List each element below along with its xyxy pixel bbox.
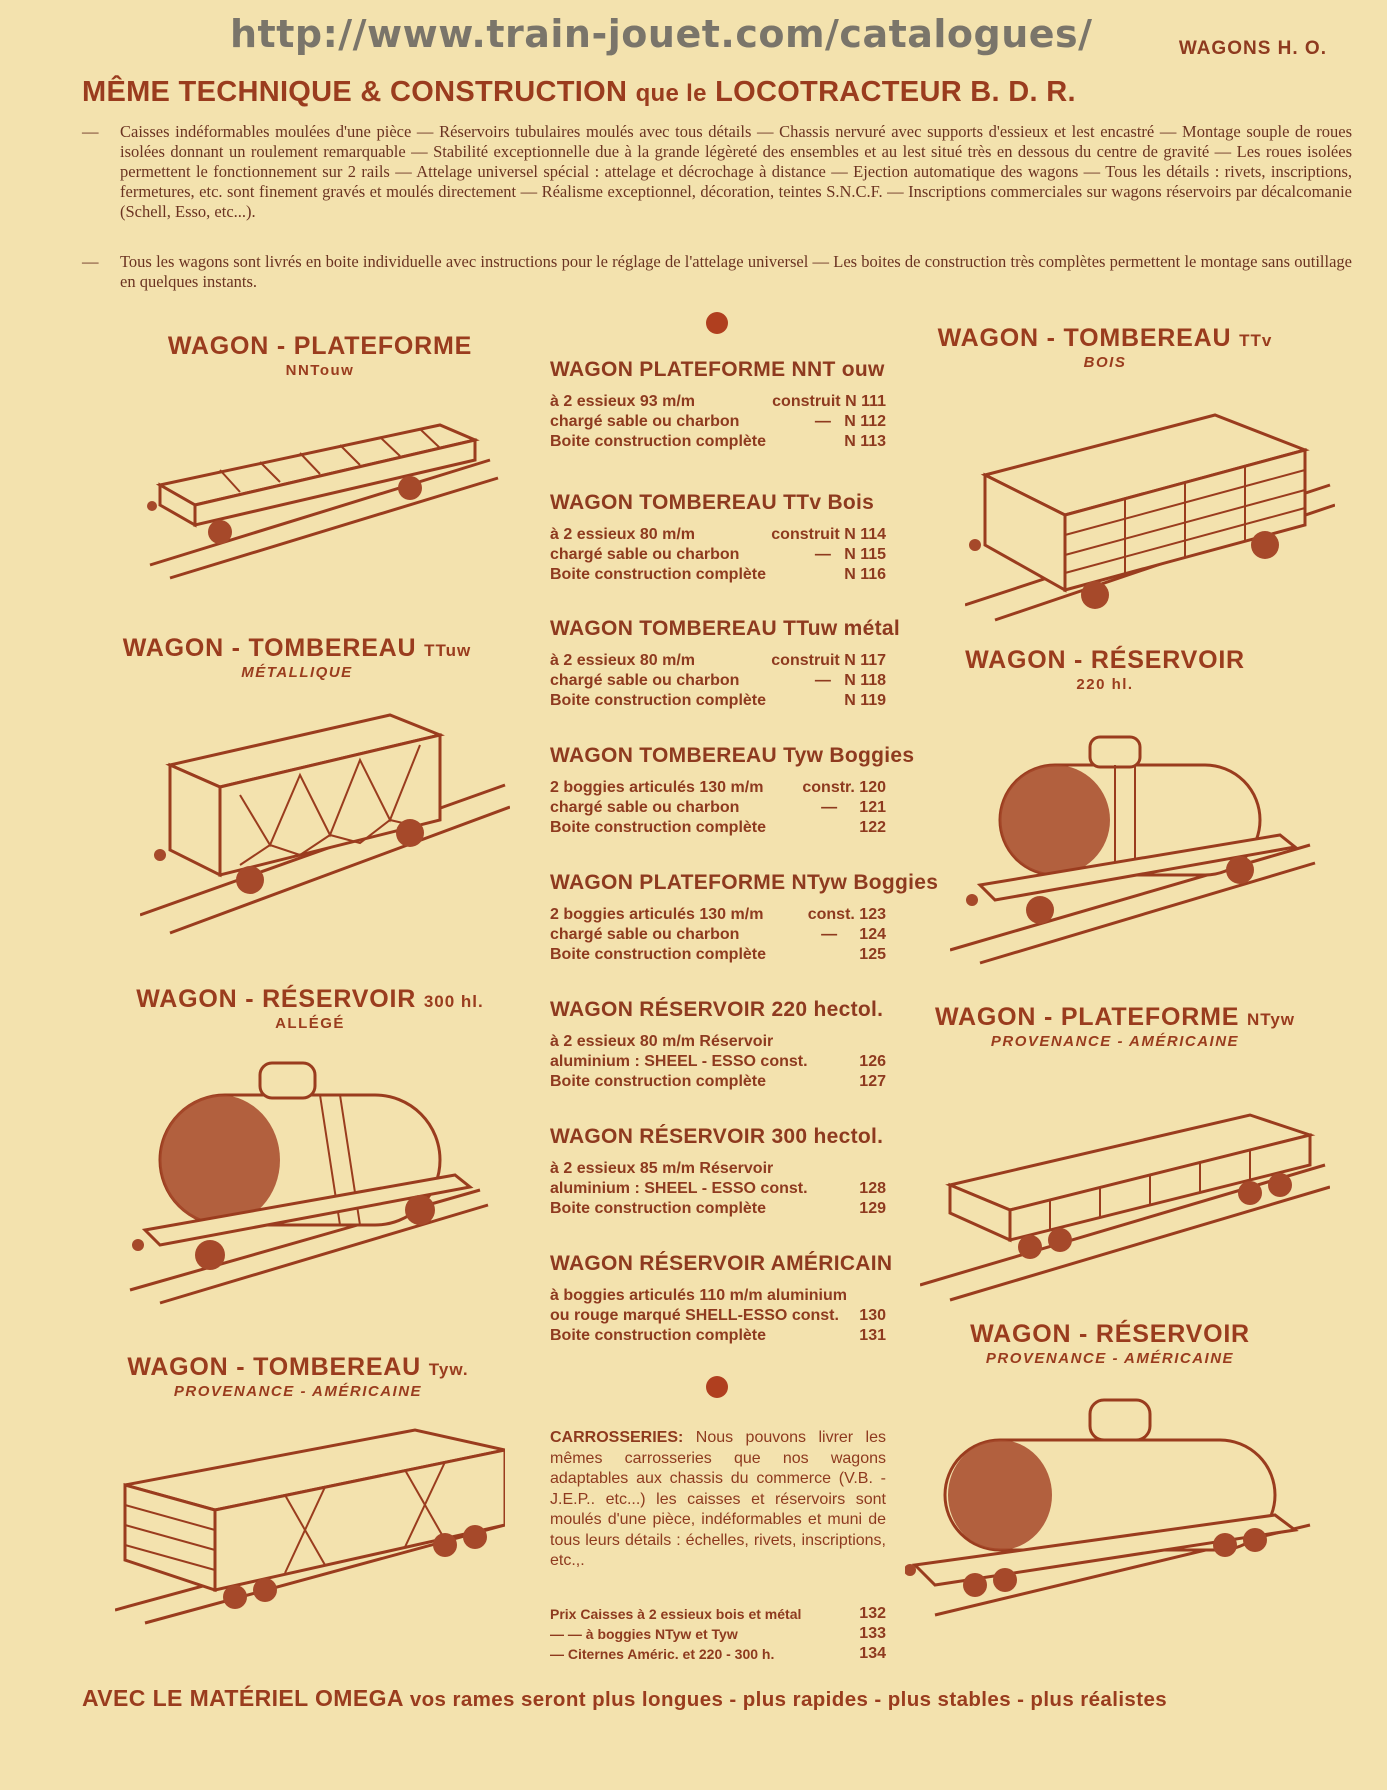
row-desc: aluminium : SHEEL - ESSO <box>550 1053 756 1070</box>
row-ref: N 113 <box>844 433 886 450</box>
flat-wagon-illustration <box>140 400 500 580</box>
row-desc: Boite construction complète <box>550 1073 767 1090</box>
row-ref: 122 <box>859 819 886 836</box>
row-ref: N 116 <box>844 566 886 583</box>
row-desc: à 2 essieux 80 m/m <box>550 652 695 669</box>
row-label: const. <box>807 906 855 923</box>
catalog-block-reservoir-300 <box>550 1125 886 1219</box>
row-label: const. <box>760 1180 808 1197</box>
footer-part2: vos rames seront plus longues - plus rapides - plus stables - plus réalistes <box>409 1688 1168 1711</box>
row-label: construit <box>772 393 841 410</box>
metal-tipper-wagon-illustration <box>140 705 510 935</box>
catalog-block-tombereau-tyw <box>550 744 915 838</box>
intro-paragraph-2 <box>82 252 1352 292</box>
caption-tombereau-ttv <box>900 324 1310 371</box>
caption-title: WAGON - RÉSERVOIR <box>965 646 1245 674</box>
headline-part3: LOCOTRACTEUR B. D. R. <box>715 76 1076 108</box>
footer-part1: AVEC LE MATÉRIEL OMEGA <box>82 1685 404 1711</box>
tank-wagon-220-illustration <box>950 735 1320 965</box>
wooden-tipper-wagon-illustration <box>965 395 1335 625</box>
caption-title: WAGON - PLATEFORME <box>167 332 473 360</box>
caption-plateforme-nnt <box>150 332 490 379</box>
row-desc: à 2 essieux 85 m/m Réservoir <box>550 1160 774 1177</box>
row-label: constr. <box>802 779 855 796</box>
price-row <box>550 1604 886 1624</box>
caption-sub: 220 hl. <box>1076 676 1134 693</box>
caption-suffix: TTv <box>1239 331 1273 350</box>
catalog-title: WAGON TOMBEREAU TTv Bois <box>550 491 875 514</box>
tipper-wagon-tyw-illustration <box>115 1425 505 1625</box>
caption-suffix: 300 hl. <box>423 992 484 1011</box>
row-ref: 131 <box>859 1327 886 1344</box>
catalog-block-plateforme-ntyw <box>550 871 939 965</box>
row-label: — <box>814 672 831 689</box>
row-ref: N 114 <box>844 526 886 543</box>
row-desc: Boite construction complète <box>550 1200 767 1217</box>
catalog-block-tombereau-ttuw <box>550 617 901 711</box>
caption-reservoir-220 <box>925 646 1285 693</box>
row-label: — <box>821 926 838 943</box>
row-desc: chargé sable ou charbon <box>550 546 740 563</box>
headline <box>82 76 1076 109</box>
row-desc: 2 boggies articulés 130 m/m <box>550 779 764 796</box>
price-ref: 134 <box>859 1645 886 1662</box>
caption-sub: PROVENANCE - AMÉRICAINE <box>173 1383 423 1400</box>
row-desc: Boite construction complète <box>550 1327 767 1344</box>
price-ref: 132 <box>859 1605 886 1622</box>
row-ref: 128 <box>859 1180 886 1197</box>
row-desc: Boite construction complète <box>550 946 767 963</box>
catalog-block-reservoir-220 <box>550 998 886 1092</box>
row-ref: 126 <box>859 1053 886 1070</box>
intro-dash: — <box>82 122 99 141</box>
catalog-title: WAGON PLATEFORME NTyw Boggies <box>550 871 939 894</box>
row-label: — <box>814 546 831 563</box>
row-desc: chargé sable ou charbon <box>550 413 740 430</box>
caption-tombereau-ttuw <box>82 634 512 681</box>
caption-sub: PROVENANCE - AMÉRICAINE <box>985 1350 1235 1367</box>
caption-title: WAGON - PLATEFORME <box>934 1003 1240 1031</box>
caption-title: WAGON - RÉSERVOIR <box>970 1320 1250 1348</box>
separator-dot-top <box>706 312 728 334</box>
row-label: construit <box>771 526 840 543</box>
catalog-block-plateforme-nnt <box>550 358 886 452</box>
tank-wagon-300-illustration <box>120 1055 490 1305</box>
row-ref: 120 <box>859 779 886 796</box>
row-ref: N 115 <box>844 546 886 563</box>
row-ref: 127 <box>859 1073 886 1090</box>
row-desc: à boggies articulés 110 m/m aluminium <box>550 1287 847 1304</box>
caption-plateforme-ntyw <box>900 1003 1330 1050</box>
row-desc: Boite construction complète <box>550 692 767 709</box>
caption-title: WAGON - TOMBEREAU <box>937 324 1232 352</box>
row-desc: chargé sable ou charbon <box>550 799 740 816</box>
row-desc: à 2 essieux 93 m/m <box>550 393 695 410</box>
row-desc: à 2 essieux 80 m/m Réservoir <box>550 1033 774 1050</box>
caption-sub: ALLÉGÉ <box>275 1015 345 1032</box>
row-desc: à 2 essieux 80 m/m <box>550 526 695 543</box>
row-ref: N 112 <box>844 413 886 430</box>
headline-part2: que le <box>635 80 707 107</box>
intro-text-1: Caisses indéformables moulées d'une pièce — Réservoirs tubulaires moulés avec tous détails — Chassis nervuré avec supports d'essieux et lest encastré — Montage souple de roues isolées donnant un roulement remarquable — Stabilité exceptionnelle due à la grande légèreté des ensembles et au lest situé très en dessous du centre de gravité — Les roues isolées permettent le fonctionnement sur 2 rails — Attelage universel spécial : attelage et décrochage à distance — Ejection automatique des wagons — Tous les détails : rivets, inscriptions, fermetures, etc. sont finement gravés et moulés directement — Réalisme exceptionnel, décoration, teintes S.N.C.F. — Inscriptions commerciales sur wagons réservoirs par décalcomanie (Schell, Esso, etc...). <box>120 122 1352 221</box>
row-ref: N 111 <box>845 393 886 410</box>
row-ref: 123 <box>859 906 886 923</box>
price-ref: 133 <box>859 1625 886 1642</box>
row-ref: N 119 <box>844 692 886 709</box>
corner-label: WAGONS H. O. <box>1178 38 1327 59</box>
intro-dash: — <box>82 252 99 271</box>
catalog-block-tombereau-ttv <box>550 491 886 585</box>
catalog-block-reservoir-americain <box>550 1252 893 1346</box>
row-ref: 121 <box>859 799 886 816</box>
caption-sub: PROVENANCE - AMÉRICAINE <box>990 1033 1240 1050</box>
catalog-title: WAGON RÉSERVOIR 300 hectol. <box>550 1125 884 1148</box>
intro-paragraph-1 <box>82 122 1352 222</box>
caption-sub: NNTouw <box>285 362 355 379</box>
headline-part1: MÊME TECHNIQUE & CONSTRUCTION <box>82 76 628 108</box>
caption-sub: MÉTALLIQUE <box>241 664 353 681</box>
caption-suffix: NTyw <box>1246 1010 1296 1029</box>
row-ref: 124 <box>859 926 886 943</box>
catalog-title: WAGON RÉSERVOIR AMÉRICAIN <box>550 1252 893 1275</box>
row-label: const. <box>760 1053 808 1070</box>
carrosseries-label: CARROSSERIES: <box>550 1429 684 1446</box>
row-desc: chargé sable ou charbon <box>550 926 740 943</box>
row-ref: N 118 <box>844 672 886 689</box>
footer-slogan <box>82 1685 1355 1712</box>
catalog-title: WAGON RÉSERVOIR 220 hectol. <box>550 998 884 1021</box>
row-ref: 129 <box>859 1200 886 1217</box>
row-desc: Boite construction complète <box>550 819 767 836</box>
row-desc: Boite construction complète <box>550 433 767 450</box>
row-ref: 125 <box>859 946 886 963</box>
caption-reservoir-americain <box>910 1320 1310 1367</box>
row-desc: Boite construction complète <box>550 566 767 583</box>
caption-suffix: Tyw. <box>428 1360 469 1379</box>
caption-suffix: TTuw <box>424 641 472 660</box>
separator-dot-bottom <box>706 1376 728 1398</box>
catalog-title: WAGON TOMBEREAU TTuw métal <box>550 617 901 640</box>
price-desc: — — à boggies NTyw et Tyw <box>550 1626 738 1642</box>
row-label: — <box>814 413 831 430</box>
price-desc: — Citernes Améric. et 220 - 300 h. <box>550 1646 775 1662</box>
american-tank-wagon-illustration <box>905 1395 1315 1630</box>
caption-title: WAGON - RÉSERVOIR <box>136 985 417 1013</box>
row-label: const. <box>791 1307 839 1324</box>
row-label: — <box>821 799 838 816</box>
row-label: construit <box>771 652 840 669</box>
row-desc: chargé sable ou charbon <box>550 672 740 689</box>
row-desc: aluminium : SHEEL - ESSO <box>550 1180 756 1197</box>
price-desc: Prix Caisses à 2 essieux bois et métal <box>550 1606 802 1622</box>
price-list <box>550 1604 886 1664</box>
caption-sub: BOIS <box>1083 354 1127 371</box>
caption-title: WAGON - TOMBEREAU <box>122 634 417 662</box>
row-desc: 2 boggies articulés 130 m/m <box>550 906 764 923</box>
watermark-url[interactable]: http://www.train-jouet.com/catalogues/ <box>230 12 1093 56</box>
catalog-title: WAGON PLATEFORME NNT ouw <box>550 358 885 381</box>
row-ref: 130 <box>859 1307 886 1324</box>
price-row <box>550 1644 886 1664</box>
carrosseries-paragraph <box>550 1428 886 1572</box>
caption-title: WAGON - TOMBEREAU <box>127 1353 422 1381</box>
row-ref: N 117 <box>844 652 886 669</box>
price-row <box>550 1624 886 1644</box>
caption-reservoir-300 <box>110 985 510 1032</box>
row-desc: ou rouge marqué SHELL-ESSO <box>550 1307 788 1324</box>
carrosseries-text: Nous pouvons livrer les mêmes carrosseries que nos wagons adaptables aux chassis du commerce (V.B. - J.E.P.. etc...) les caisses et réservoirs sont moulés d'une pièce, indéformables et muni de tous leurs détails : échelles, rivets, inscriptions, etc.,. <box>550 1429 886 1569</box>
catalog-title: WAGON TOMBEREAU Tyw Boggies <box>550 744 915 767</box>
flat-wagon-ntyw-illustration <box>920 1095 1330 1305</box>
intro-text-2: Tous les wagons sont livrés en boite individuelle avec instructions pour le réglage de l'attelage universel — Les boites de construction très complètes permettent le montage sans outillage en quelques instants. <box>120 252 1352 291</box>
caption-tombereau-tyw <box>98 1353 498 1400</box>
